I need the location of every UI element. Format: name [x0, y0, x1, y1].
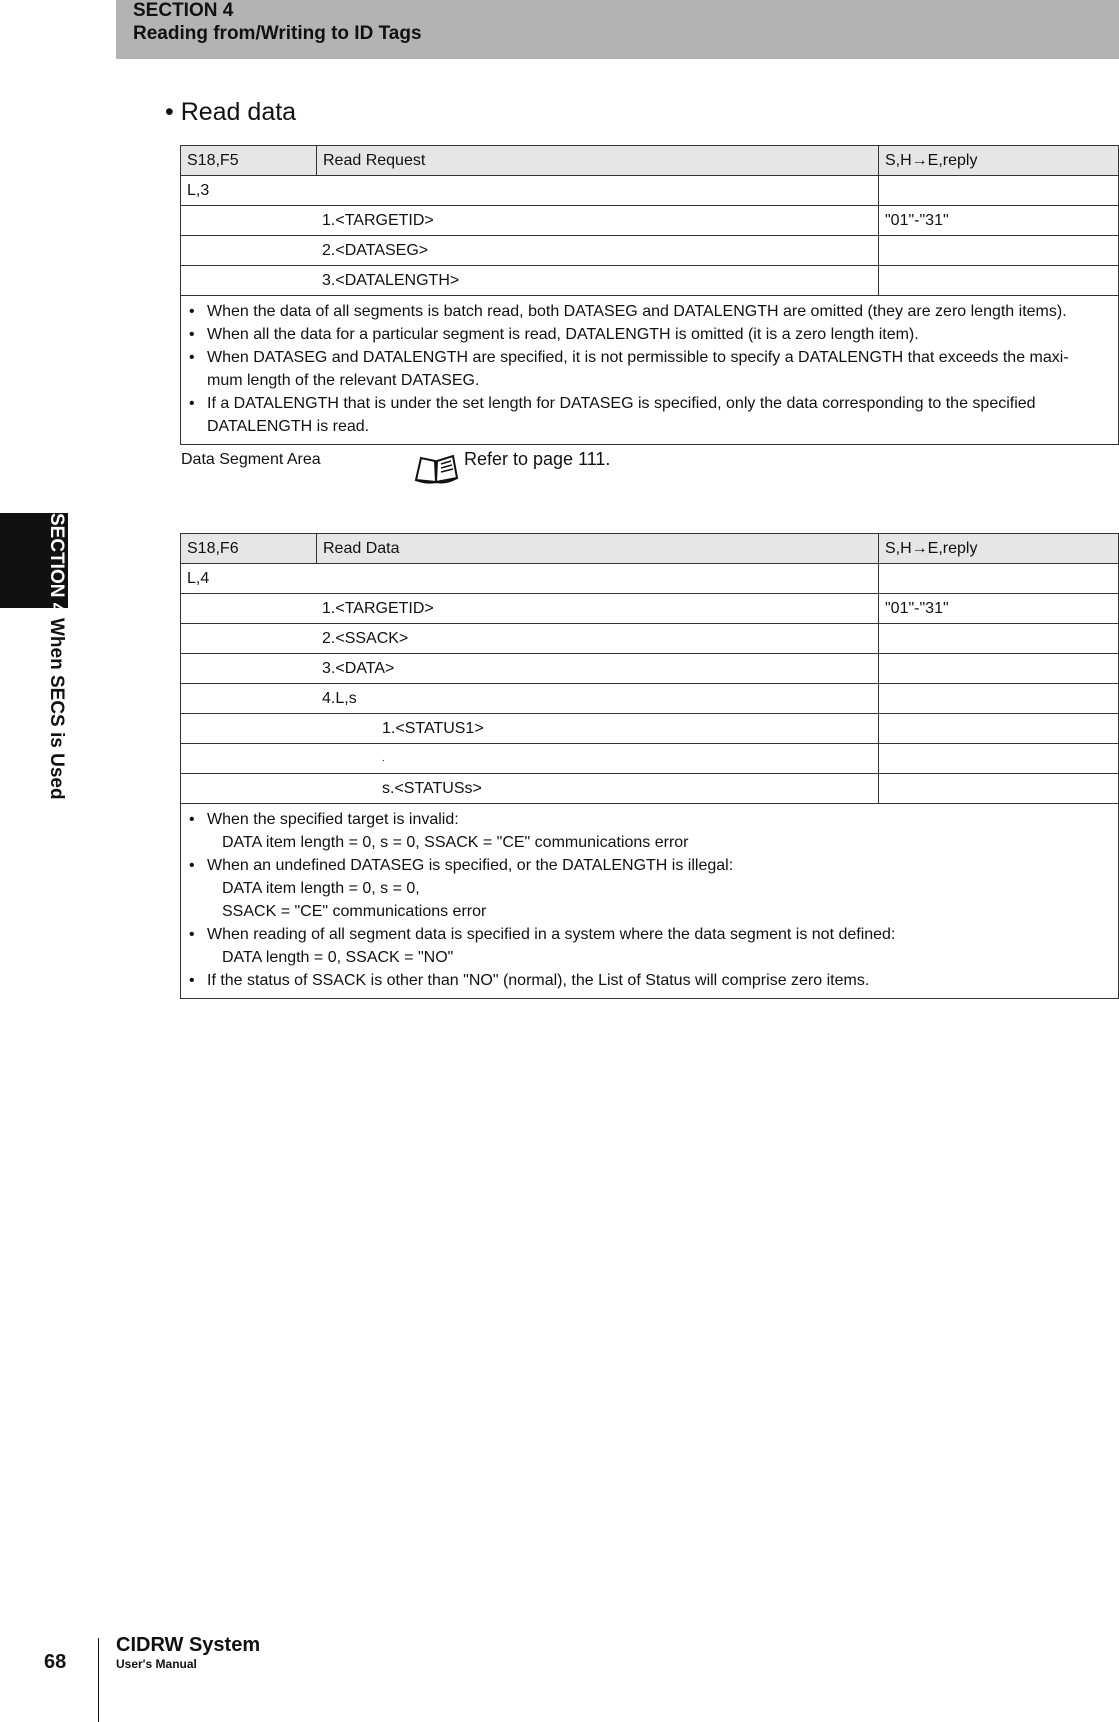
footer-divider — [98, 1638, 99, 1722]
item-label: 1.<TARGETID> — [181, 206, 879, 236]
item-label: 1.<TARGETID> — [181, 594, 879, 624]
reference-link[interactable]: Refer to page 111. — [464, 449, 611, 469]
table-row — [181, 624, 1119, 654]
table-header-row — [181, 534, 1119, 564]
item-value — [879, 236, 1119, 266]
footer-title: CIDRW System — [116, 1634, 261, 1656]
note-item: • When the data of all segments is batch read, both DATASEG and DATALENGTH are omitted (they are zero length items). — [187, 300, 1112, 323]
section-header — [116, 0, 1119, 59]
item-value — [879, 654, 1119, 684]
notes-row — [181, 296, 1119, 445]
table-row — [181, 654, 1119, 684]
item-value — [879, 266, 1119, 296]
table-row — [181, 744, 1119, 774]
data-segment-label: Data Segment Area — [181, 451, 321, 468]
item-label: 2.<DATASEG> — [181, 236, 879, 266]
table-header-row — [181, 146, 1119, 176]
subitem-label: . — [181, 744, 879, 774]
page-title: • Read data — [165, 98, 297, 126]
notes-cell — [181, 804, 1119, 999]
message-id: S18,F6 — [181, 534, 317, 564]
note-item: • When DATASEG and DATALENGTH are specified, it is not permissible to specify a DATALENGTH that exceeds the maxi- mum length of the relevant DATASEG. — [187, 346, 1112, 392]
message-name: Read Data — [317, 534, 879, 564]
table-row — [181, 564, 1119, 594]
page-number: 68 — [44, 1651, 67, 1673]
list-spec: L,3 — [181, 176, 879, 206]
side-tab-text — [45, 513, 67, 800]
table-row — [181, 774, 1119, 804]
header-subtitle: Reading from/Writing to ID Tags — [133, 23, 422, 44]
item-value — [879, 624, 1119, 654]
item-label: 3.<DATA> — [181, 654, 879, 684]
message-id: S18,F5 — [181, 146, 317, 176]
table-row — [181, 206, 1119, 236]
table-row — [181, 176, 1119, 206]
notes-row — [181, 804, 1119, 999]
item-value: "01"-"31" — [879, 206, 1119, 236]
item-value — [879, 684, 1119, 714]
table-row — [181, 714, 1119, 744]
note-item: • When the specified target is invalid: DATA item length = 0, s = 0, SSACK = "CE" communications error — [187, 808, 1112, 854]
message-direction: S,H→E,reply — [879, 534, 1119, 564]
table-row — [181, 266, 1119, 296]
message-name: Read Request — [317, 146, 879, 176]
side-tab-section: SECTION 4 — [46, 513, 67, 614]
notes-cell — [181, 296, 1119, 445]
table-row — [181, 236, 1119, 266]
read-data-table — [180, 533, 1119, 999]
item-label: 4.L,s — [181, 684, 879, 714]
note-item: • When an undefined DATASEG is specified, or the DATALENGTH is illegal: DATA item length = 0, s = 0, SSACK = "CE" communications error — [187, 854, 1112, 923]
item-label: 3.<DATALENGTH> — [181, 266, 879, 296]
subitem-label: 1.<STATUS1> — [181, 714, 879, 744]
book-reference-icon — [413, 452, 459, 484]
side-tab-label: When SECS is Used — [46, 618, 67, 800]
table-row — [181, 594, 1119, 624]
table-row — [181, 684, 1119, 714]
subitem-label: s.<STATUSs> — [181, 774, 879, 804]
message-direction: S,H→E,reply — [879, 146, 1119, 176]
item-value: "01"-"31" — [879, 594, 1119, 624]
note-item: • When all the data for a particular segment is read, DATALENGTH is omitted (it is a zero length item). — [187, 323, 1112, 346]
list-spec: L,4 — [181, 564, 879, 594]
read-request-table — [180, 145, 1119, 445]
header-section: SECTION 4 — [133, 0, 234, 21]
note-item: • If the status of SSACK is other than "NO" (normal), the List of Status will comprise zero items. — [187, 969, 1112, 992]
note-item: • If a DATALENGTH that is under the set length for DATASEG is specified, only the data corresponding to the specified DATALENGTH is read. — [187, 392, 1112, 438]
note-item: • When reading of all segment data is specified in a system where the data segment is not defined: DATA length = 0, SSACK = "NO" — [187, 923, 1112, 969]
item-label: 2.<SSACK> — [181, 624, 879, 654]
footer-subtitle: User's Manual — [116, 1657, 197, 1671]
